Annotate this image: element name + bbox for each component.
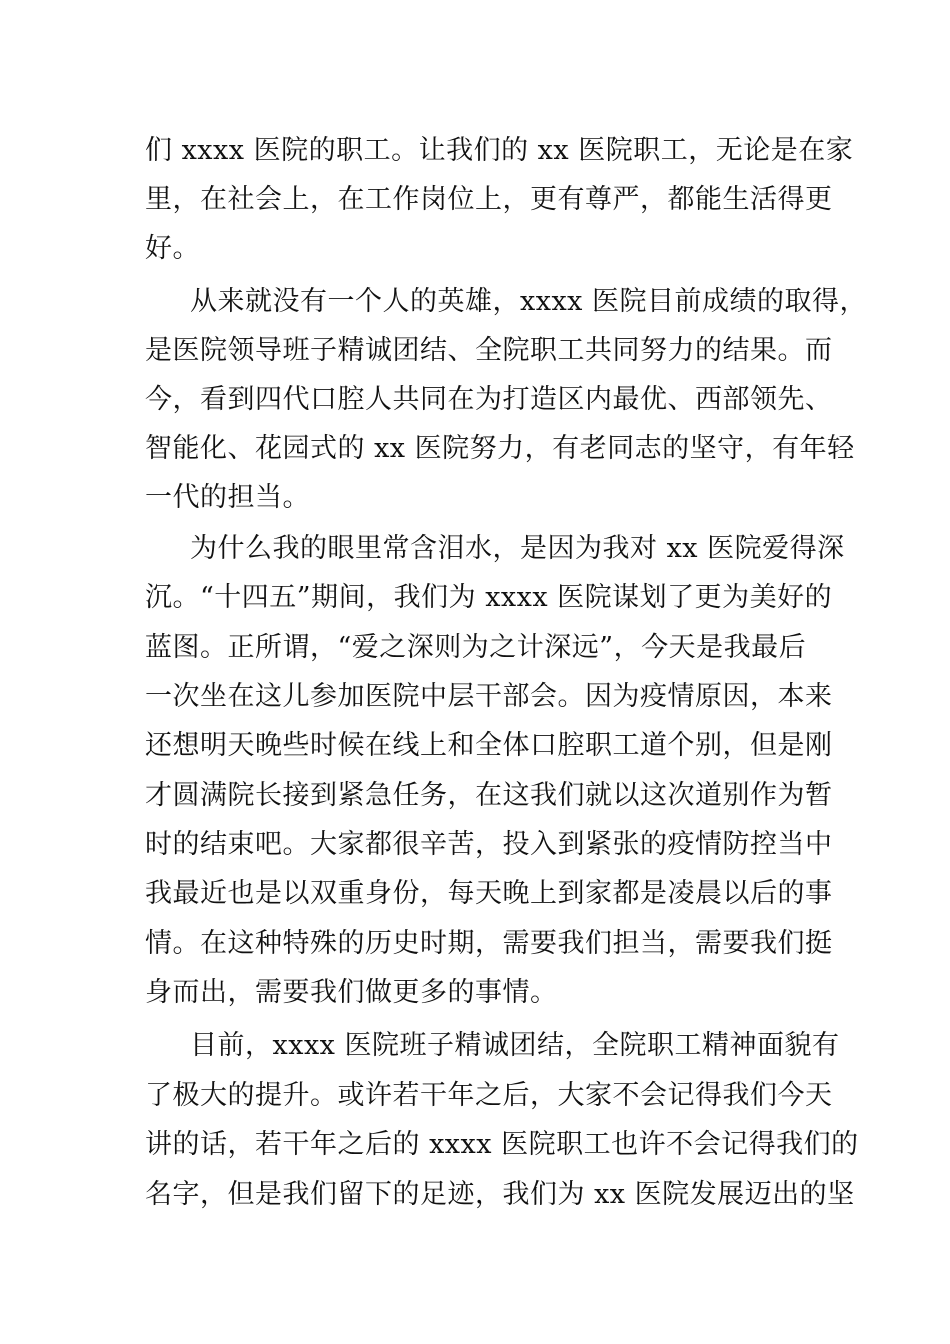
- text-line-10: 沉。“十四五”期间，我们为 xxxx 医院谋划了更为美好的: [145, 582, 833, 613]
- text-line-3: 好。: [145, 233, 200, 264]
- text-line-2: 里，在社会上，在工作岗位上，更有尊严，都能生活得更: [145, 184, 833, 215]
- text-line-21: 讲的话，若干年之后的 xxxx 医院职工也许不会记得我们的: [145, 1129, 859, 1160]
- text-line-5: 是医院领导班子精诚团结、全院职工共同努力的结果。而: [145, 335, 833, 366]
- text-line-4: 从来就没有一个人的英雄，xxxx 医院目前成绩的取得，: [190, 286, 867, 317]
- text-line-17: 情。在这种特殊的历史时期，需要我们担当，需要我们挺: [145, 928, 833, 959]
- text-line-6: 今，看到四代口腔人共同在为打造区内最优、西部领先、: [145, 384, 833, 415]
- text-line-18: 身而出，需要我们做更多的事情。: [145, 977, 558, 1008]
- text-line-1: 们 xxxx 医院的职工。让我们的 xx 医院职工，无论是在家: [145, 135, 854, 166]
- text-line-22: 名字，但是我们留下的足迹，我们为 xx 医院发展迈出的坚: [145, 1179, 855, 1210]
- text-line-9: 为什么我的眼里常含泪水，是因为我对 xx 医院爱得深: [190, 533, 845, 564]
- text-line-12: 一次坐在这儿参加医院中层干部会。因为疫情原因，本来: [145, 681, 833, 712]
- text-line-13: 还想明天晚些时候在线上和全体口腔职工道个别，但是刚: [145, 730, 833, 761]
- text-line-16: 我最近也是以双重身份，每天晚上到家都是凌晨以后的事: [145, 878, 833, 909]
- text-line-8: 一代的担当。: [145, 482, 310, 513]
- text-line-20: 了极大的提升。或许若干年之后，大家不会记得我们今天: [145, 1080, 833, 1111]
- text-line-11: 蓝图。正所谓，“爱之深则为之计深远”，今天是我最后: [145, 632, 807, 663]
- text-line-19: 目前，xxxx 医院班子精诚团结，全院职工精神面貌有: [190, 1030, 840, 1061]
- text-line-7: 智能化、花园式的 xx 医院努力，有老同志的坚守，有年轻: [145, 433, 855, 464]
- text-line-15: 时的结束吧。大家都很辛苦，投入到紧张的疫情防控当中: [145, 829, 833, 860]
- text-line-14: 才圆满院长接到紧急任务，在这我们就以这次道别作为暂: [145, 780, 833, 811]
